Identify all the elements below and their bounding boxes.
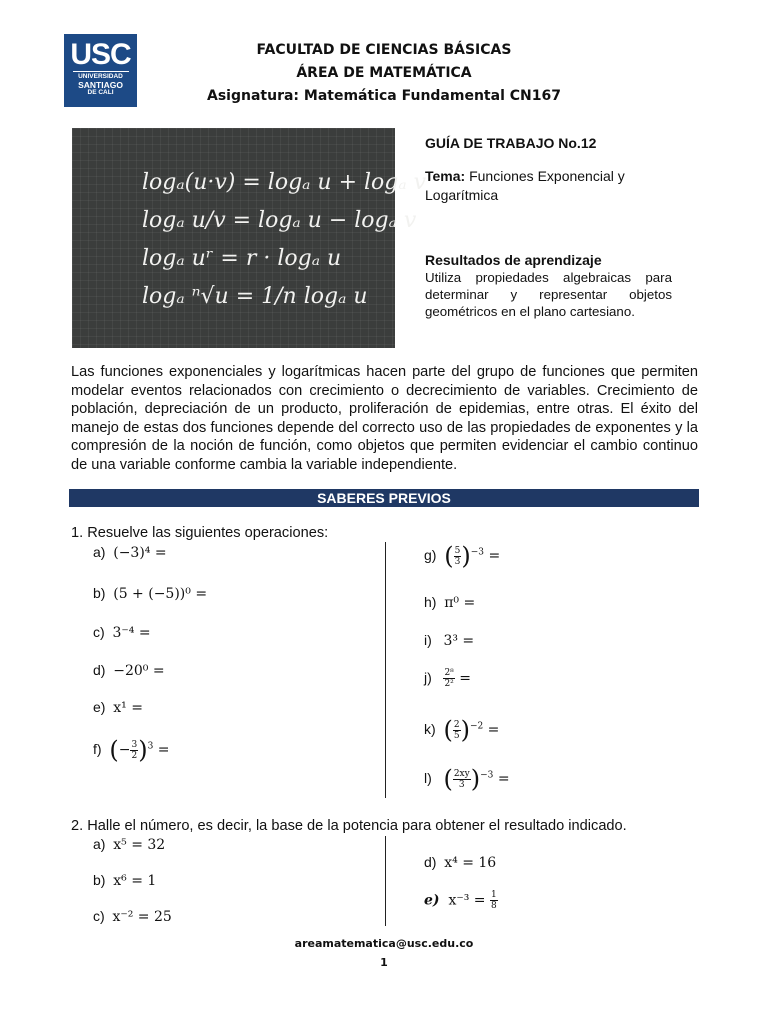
q2-item-c: c) x⁻² = 25	[93, 908, 172, 925]
logo-line-1: UNIVERSIDAD	[78, 73, 123, 80]
q1-item-e: e) x¹ =	[93, 699, 143, 716]
q2-item-e: e) x⁻³ = $\frac{1}{8}$	[424, 890, 497, 911]
q2-item-d: d) x⁴ = 16	[424, 854, 497, 871]
q2-item-a: a) x⁵ = 32	[93, 836, 166, 853]
q1-prompt: 1. Resuelve las siguientes operaciones:	[71, 525, 329, 541]
chalk-line-1: logₐ(u·v) = logₐ u + logₐ v	[142, 170, 427, 195]
q1-item-k: k) ( $\frac{2}{5}$ )$^{-2}$ =	[424, 716, 500, 744]
tema-text: Funciones Exponencial y Logarítmica	[425, 168, 625, 203]
area-title: ÁREA DE MATEMÁTICA	[296, 65, 472, 81]
q2-prompt: 2. Halle el número, es decir, la base de la potencia para obtener el resultado indicado.	[71, 818, 627, 834]
q1-item-d: d) −20⁰ =	[93, 662, 165, 679]
q1-item-i: i) 3³ =	[424, 632, 475, 649]
chalkboard-image	[72, 128, 427, 348]
section-bar: SABERES PREVIOS	[69, 489, 699, 507]
chalk-line-3: logₐ uʳ = r · logₐ u	[142, 246, 342, 271]
logo-line-2: SANTIAGO	[78, 80, 123, 90]
subject-title: Asignatura: Matemática Fundamental CN167	[207, 88, 561, 104]
chalk-line-4: logₐ ⁿ√u = 1/n logₐ u	[142, 284, 368, 309]
tema	[425, 167, 672, 205]
q1-item-c: c) 3⁻⁴ =	[93, 624, 151, 641]
q1-item-h: h) π⁰ =	[424, 594, 476, 611]
logo-line-3: DE CALI	[87, 89, 114, 96]
results-text: Utiliza propiedades algebraicas para determinar y representar objetos geométricos en el plano cartesiano.	[425, 270, 672, 319]
results-title: Resultados de aprendizaje	[425, 252, 602, 268]
q1-item-f: f) (− $\frac{3}{2}$ )$^3$ =	[93, 736, 170, 764]
intro-paragraph: Las funciones exponenciales y logarítmicas hacen parte del grupo de funciones que permiten modelar eventos relacionados con crecimiento o decrecimiento de variables. Crecimiento de población, depreciación de un producto, proliferación de epidemias, entre otras. El éxito del manejo de estas dos funciones depende del correcto uso de las propiedades de exponentes y la compresión de la noción de función, como objetos que permiten evidenciar el cambio continuo de una variable conforme cambia la variable independiente.	[71, 364, 698, 473]
q1-item-j: j) $\frac{\text{2⁸}}{\text{2²}}$ =	[424, 668, 471, 689]
column-divider-1	[385, 542, 386, 798]
page-number: 1	[380, 956, 388, 969]
column-divider-2	[385, 836, 386, 926]
logo-abbr: USC	[70, 38, 131, 71]
q2-item-b: b) x⁶ = 1	[93, 872, 157, 889]
q1-item-g: g) ( $\frac{5}{3}$ )$^{-3}$ =	[424, 542, 501, 570]
q1-item-l: l) ( $\frac{2xy}{3}$ )$^{-3}$ =	[424, 765, 510, 793]
q1-item-a: a) (−3)⁴ =	[93, 544, 167, 561]
q1-item-b: b) (5 + (−5))⁰ =	[93, 585, 208, 602]
guide-title: GUÍA DE TRABAJO No.12	[425, 135, 597, 151]
faculty-title: FACULTAD DE CIENCIAS BÁSICAS	[256, 42, 512, 58]
footer-email: areamatematica@usc.edu.co	[294, 937, 474, 950]
tema-label: Tema:	[425, 168, 466, 184]
chalk-line-2: logₐ u/v = logₐ u − logₐ v	[142, 208, 417, 233]
